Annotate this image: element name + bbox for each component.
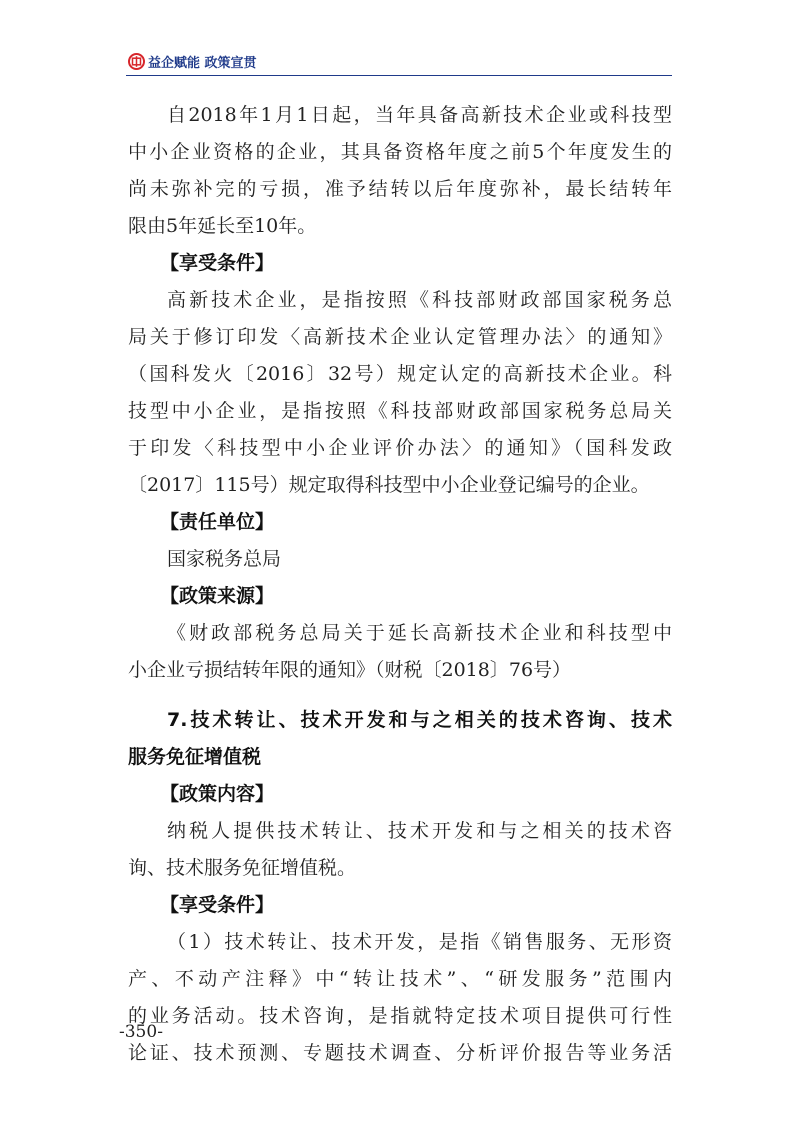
policy-heading: 7.技术转让、技术开发和与之相关的技术咨询、技术 [167, 709, 672, 731]
text-line: 《财政部税务总局关于延长高新技术企业和科技型中 [167, 622, 672, 644]
text-line: 局关于修订印发〈高新技术企业认定管理办法〉的通知》 [128, 326, 672, 348]
text-line: （国科发火〔2016〕32号）规定认定的高新技术企业。科 [128, 363, 672, 385]
text-line: 中小企业资格的企业，其具备资格年度之前5个年度发生的 [128, 141, 672, 163]
text-line: 询、技术服务免征增值税。 [128, 857, 357, 879]
policy-heading-cont: 服务免征增值税 [128, 746, 262, 768]
text-line: 自2018年1月1日起，当年具备高新技术企业或科技型 [167, 104, 672, 126]
page-header [128, 50, 257, 72]
page-number: -350- [119, 1022, 163, 1042]
text-line: 于印发〈科技型中小企业评价办法〉的通知》（国科发政 [128, 437, 672, 459]
text-line: 〔2017〕115号）规定取得科技型中小企业登记编号的企业。 [128, 474, 650, 496]
section-label-policy-source: 【政策来源】 [160, 585, 275, 607]
text-line: 小企业亏损结转年限的通知》（财税〔2018〕76号） [128, 659, 572, 681]
section-label-policy-content: 【政策内容】 [160, 783, 275, 805]
text-line: 国家税务总局 [167, 548, 282, 570]
section-label-responsible-unit: 【责任单位】 [160, 511, 275, 533]
section-label-conditions: 【享受条件】 [160, 894, 275, 916]
brand-logo-icon [128, 53, 145, 70]
text-line: 尚未弥补完的亏损，准予结转以后年度弥补，最长结转年 [128, 178, 672, 200]
text-line: 论证、技术预测、专题技术调查、分析评价报告等业务活 [128, 1042, 672, 1064]
text-line: 技型中小企业，是指按照《科技部财政部国家税务总局关 [128, 400, 672, 422]
document-body [128, 97, 672, 1072]
text-line: 的业务活动。技术咨询，是指就特定技术项目提供可行性 [128, 1005, 672, 1027]
text-line: 纳税人提供技术转让、技术开发和与之相关的技术咨 [167, 820, 672, 842]
text-line: （1）技术转让、技术开发，是指《销售服务、无形资 [167, 931, 672, 953]
text-line: 高新技术企业，是指按照《科技部财政部国家税务总 [167, 289, 672, 311]
text-line: 产、不动产注释》中“转让技术”、“研发服务”范围内 [128, 968, 672, 990]
text-line: 限由5年延长至10年。 [128, 215, 317, 237]
header-divider [126, 75, 672, 76]
section-label-conditions: 【享受条件】 [160, 252, 275, 274]
brand-title: 益企赋能 政策宣贯 [148, 55, 257, 71]
